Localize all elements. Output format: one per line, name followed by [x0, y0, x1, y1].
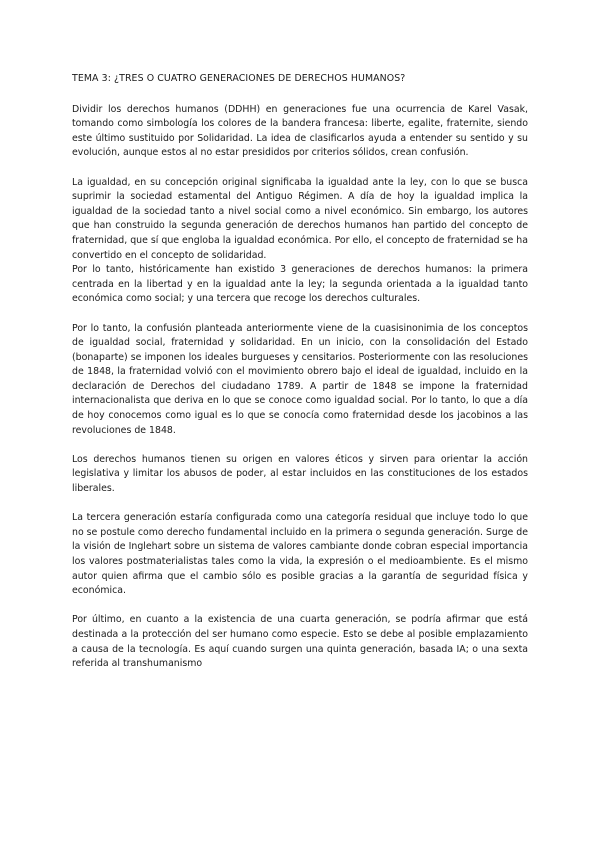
paragraph-origen-etico: Los derechos humanos tienen su origen en valores éticos y sirven para orientar la acción legislativa y limitar los abusos de poder, al estar incluidos en las constituciones de los estados liberales.	[72, 453, 528, 495]
paragraph-generaciones-origen: Dividir los derechos humanos (DDHH) en generaciones fue una ocurrencia de Karel Vasak, tomando como simbología los colores de la bandera francesa: liberte, egalite, fraternite, siendo este último sustituido por Solidaridad. La idea de clasificarlos ayuda a entender su sentido y su evolución, aunque estos al no estar presididos por criterios sólidos, crean confusión.	[72, 103, 528, 159]
paragraph-confusion: Por lo tanto, la confusión planteada anteriormente viene de la cuasisinonimia de los conceptos de igualdad social, fraternidad y solidaridad. En un inicio, con la consolidación del Estado (bonaparte) se imponen los ideales burgueses y censitarios. Posteriormente con las resoluciones de 1848, la fraternidad volvió con el movimiento obrero bajo el ideal de igualdad, incluido en la declaración de Derechos del ciudadano 1789. A partir de 1848 se impone la fraternidad internacionalista que deriva en lo que se conoce como igualdad social. Por lo tanto, lo que a día de hoy conocemos como igual es lo que se conocía como fraternidad desde los jacobinos a las revoluciones de 1848.	[72, 322, 528, 436]
paragraph-tres-generaciones: Por lo tanto, históricamente han existido 3 generaciones de derechos humanos: la primera centrada en la libertad y en la igualdad ante la ley; la segunda orientada a la igualdad tanto económica como social; y una tercera que recoge los derechos culturales.	[72, 264, 528, 305]
paragraph-cuarta-generacion: Por último, en cuanto a la existencia de una cuarta generación, se podría afirmar que está destinada a la protección del ser humano como especie. Esto se debe al posible emplazamiento a causa de la tecnología. Es aquí cuando surgen una quinta generación, basada IA; o una sexta referida al transhumanismo	[72, 614, 528, 670]
paragraph-igualdad: La igualdad, en su concepción original significaba la igualdad ante la ley, con lo que se busca suprimir la sociedad estamental del Antiguo Régimen. A día de hoy la igualdad implica la igualdad de la sociedad tanto a nivel social como a nivel económico. Sin embargo, los autores que han construido la segunda generación de derechos humanos han partido del concepto de fraternidad, que sí que engloba la igualdad económica. Por ello, el concepto de fraternidad se ha convertido en el concepto de solidaridad.	[72, 176, 528, 261]
document-title: TEMA 3: ¿TRES O CUATRO GENERACIONES DE DERECHOS HUMANOS?	[72, 73, 406, 84]
paragraph-tercera-generacion: La tercera generación estaría configurada como una categoría residual que incluye todo lo que no se postule como derecho fundamental incluido en la primera o segunda generación. Surge de la visión de Inglehart sobre un sistema de valores cambiante donde cobran especial importancia los valores postmaterialistas tales como la vida, la expresión o el medioambiente. Es el mismo autor quien afirma que el cambio sólo es posible gracias a la garantía de seguridad física y económica.	[72, 512, 528, 597]
document-body	[72, 72, 528, 672]
